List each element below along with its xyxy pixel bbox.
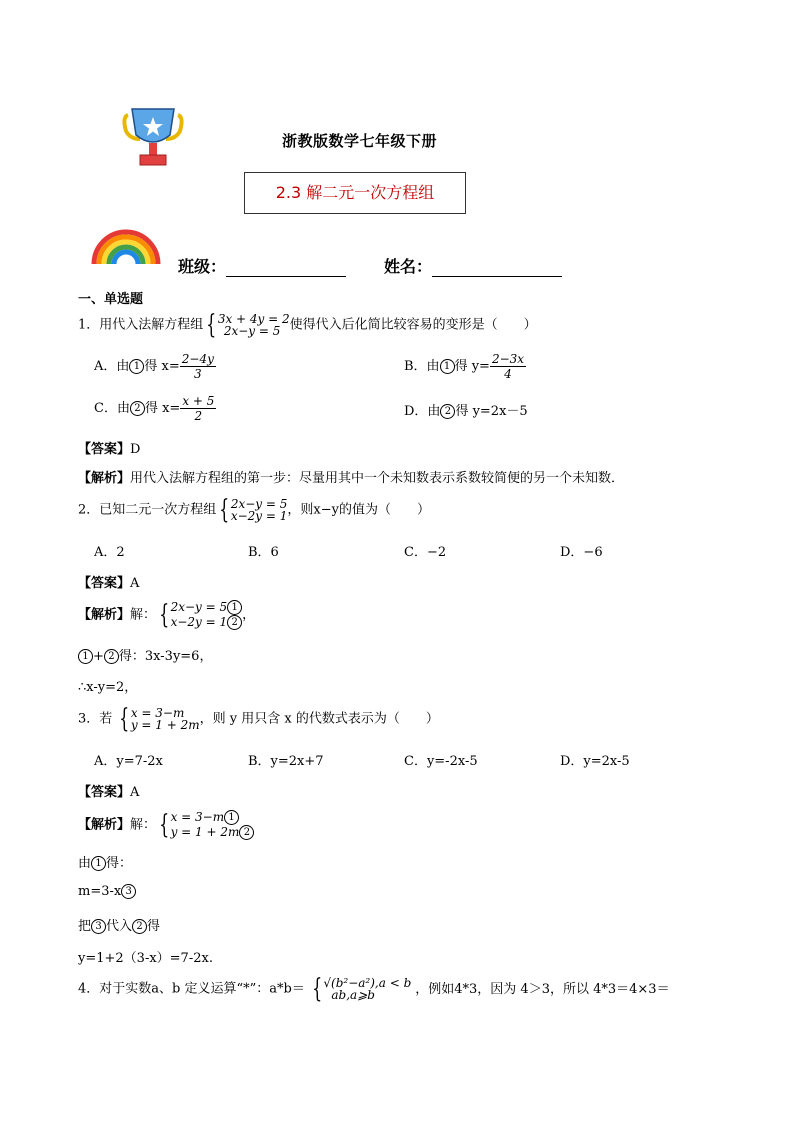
- q1-option-b[interactable]: B．由 1 得 y= $\frac{2-3x}{4}$: [404, 352, 525, 381]
- q1-option-c[interactable]: C．由 2 得 x= $\frac{x + 5}{2}$: [94, 394, 215, 423]
- name-input-line[interactable]: [432, 260, 562, 277]
- q2-analysis: 【解析】解： { 2x−y = 5 1 x−2y = 1 2 ，: [78, 600, 256, 630]
- q2-option-b[interactable]: B．6: [248, 545, 279, 560]
- q3-step4: y=1+2（3-x）=7-2x.: [78, 951, 213, 966]
- q3-analysis: 【解析】解： { x = 3−m 1 y = 1 + 2m 2: [78, 810, 254, 840]
- document-title: 浙教版数学七年级下册: [282, 132, 438, 150]
- lesson-title-box: 2.3 解二元一次方程组: [244, 172, 466, 214]
- q1-option-a[interactable]: A．由 1 得 x= $\frac{2-4y}{3}$: [94, 352, 214, 381]
- name-label: 姓名：: [384, 257, 433, 276]
- trophy-icon: [120, 105, 186, 169]
- class-input-line[interactable]: [226, 260, 346, 277]
- q2-option-c[interactable]: C．−2: [404, 545, 447, 560]
- rainbow-icon: [90, 226, 162, 266]
- q3-option-b[interactable]: B．y=2x+7: [248, 754, 324, 769]
- q3-answer: 【答案】A: [78, 785, 140, 800]
- q1-stem-post: 使得代入后化简比较容易的变形是（ ）: [289, 317, 537, 333]
- q3-step1: 由 1 得：: [78, 856, 133, 871]
- q1-stem-text: 1．用代入法解方程组: [78, 317, 204, 333]
- q2-step1: 1 + 2 得：3x-3y=6，: [78, 645, 212, 664]
- q3-stem: 3．若 { x = 3−m y = 1 + 2m ，则 y 用只含 x 的代数式表示为（ ）: [78, 704, 439, 734]
- q2-option-d[interactable]: D．−6: [560, 545, 603, 560]
- q2-option-a[interactable]: A．2: [94, 545, 125, 560]
- q1-system: { 3x + 4y = 2 2x−y = 5: [206, 310, 290, 340]
- q1-stem: [78, 312, 537, 338]
- class-field: [178, 254, 346, 277]
- q2-stem: 2．已知二元一次方程组 { 2x−y = 5 x−2y = 1 ，则x−y的值为（ ）: [78, 495, 430, 525]
- q1-analysis: 【解析】用代入法解方程组的第一步：尽量用其中一个未知数表示系数较简便的另一个未知数．: [78, 471, 625, 486]
- q3-step3: 把 3 代入 2 得: [78, 919, 161, 934]
- q3-step2: m=3-x 3: [78, 884, 136, 899]
- q1-sys-row2: 2x−y = 5: [223, 324, 281, 338]
- class-label: 班级：: [178, 257, 227, 276]
- q1-sys-row1: 3x + 4y = 2: [217, 312, 290, 326]
- q3-option-c[interactable]: C．y=-2x-5: [404, 754, 478, 769]
- q1-option-d[interactable]: D．由 2 得 y=2x－5: [404, 404, 528, 419]
- q2-answer: 【答案】A: [78, 576, 140, 591]
- q2-system: { 2x−y = 5 x−2y = 1: [219, 495, 288, 525]
- q2-step2: ∴x-y=2，: [78, 680, 138, 695]
- q1-answer: 【答案】D: [78, 442, 141, 457]
- q4-stem: 4．对于实数a、b 定义运算“*”：a*b＝ { √(b²−a²),a < b ab,a⩾b ，例如4*3，因为 4＞3，所以 4*3＝4×3＝: [78, 974, 670, 1004]
- q3-option-a[interactable]: A．y=7-2x: [94, 754, 163, 769]
- section-heading: 一、单选题: [78, 292, 144, 307]
- q3-option-d[interactable]: D．y=2x-5: [560, 754, 630, 769]
- name-field: [384, 254, 562, 277]
